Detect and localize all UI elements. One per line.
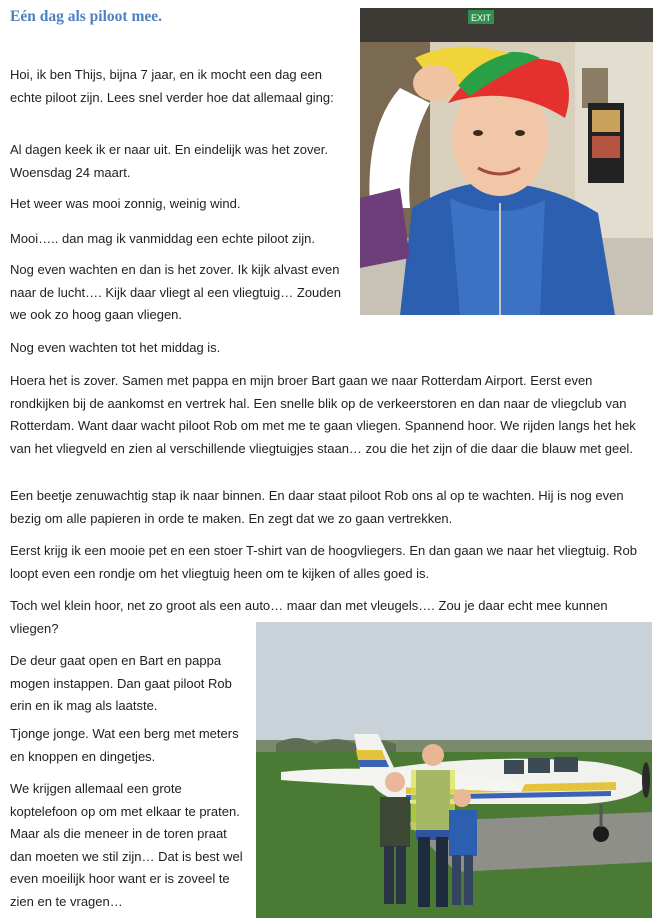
- paragraph: Toch wel klein hoor, net zo groot als een auto… maar dan met vleugels…. Zou je daar echt mee kunnen vliegen?: [10, 598, 608, 636]
- photo-airplane-with-people: [256, 622, 652, 918]
- paragraph: Hoera het is zover. Samen met pappa en mijn broer Bart gaan we naar Rotterdam Airport. Eerst even rondkijken bij de aankomst en vertrek hal. Een snelle blik op de verkeerstoren en dan naar de vliegclub van Rotterdam. Want daar wacht piloot Rob om met me te gaan vliegen. Spannend hoor. We rijden langs het hek van het vliegveld en zien al verschillende vliegtuigjes staan… zou die het zijn of die daar die blauw met geel.: [10, 373, 636, 456]
- paragraph: We krijgen allemaal een grote koptelefoon op om met elkaar te praten. Maar als die meneer in de toren praat dan moeten we stil zijn… Dat is best wel even moeilijk hoor want er is zoveel te zien en te vragen…: [10, 781, 243, 909]
- paragraph: Eerst krijg ik een mooie pet en een stoer T-shirt van de hoogvliegers. En dan gaan we naar het vliegtuig. Rob loopt even een rondje om het vliegtuig heen om te kijken of alles goed is.: [10, 543, 638, 581]
- paragraph: Al dagen keek ik er naar uit. En eindelijk was het zover. Woensdag 24 maart.: [10, 142, 328, 180]
- paragraph: De deur gaat open en Bart en pappa mogen instappen. Dan gaat piloot Rob erin en ik mag als laatste.: [10, 653, 232, 713]
- paragraph: Nog even wachten tot het middag is.: [10, 340, 221, 355]
- page-title: Eén dag als piloot mee.: [10, 8, 162, 25]
- paragraph: Een beetje zenuwachtig stap ik naar binnen. En daar staat piloot Rob ons al op te wachten. Hij is nog even bezig om alle papieren in orde te maken. En zegt dat we zo gaan vertrekken.: [10, 488, 624, 526]
- paragraph: Nog even wachten en dan is het zover. Ik kijk alvast even naar de lucht…. Kijk daar vliegt al een vliegtuig… Zouden we ook zo hoog gaan vliegen.: [10, 262, 341, 322]
- paragraph: Mooi….. dan mag ik vanmiddag een echte piloot zijn.: [10, 231, 315, 246]
- exit-sign: EXIT: [470, 13, 492, 23]
- paragraph: Tjonge jonge. Wat een berg met meters en knoppen en dingetjes.: [10, 726, 239, 764]
- paragraph: Het weer was mooi zonnig, weinig wind.: [10, 196, 241, 211]
- photo-boy-with-cap: [360, 8, 653, 315]
- paragraph-intro: Hoi, ik ben Thijs, bijna 7 jaar, en ik mocht een dag een echte piloot zijn. Lees snel verder hoe dat allemaal ging:: [10, 67, 334, 105]
